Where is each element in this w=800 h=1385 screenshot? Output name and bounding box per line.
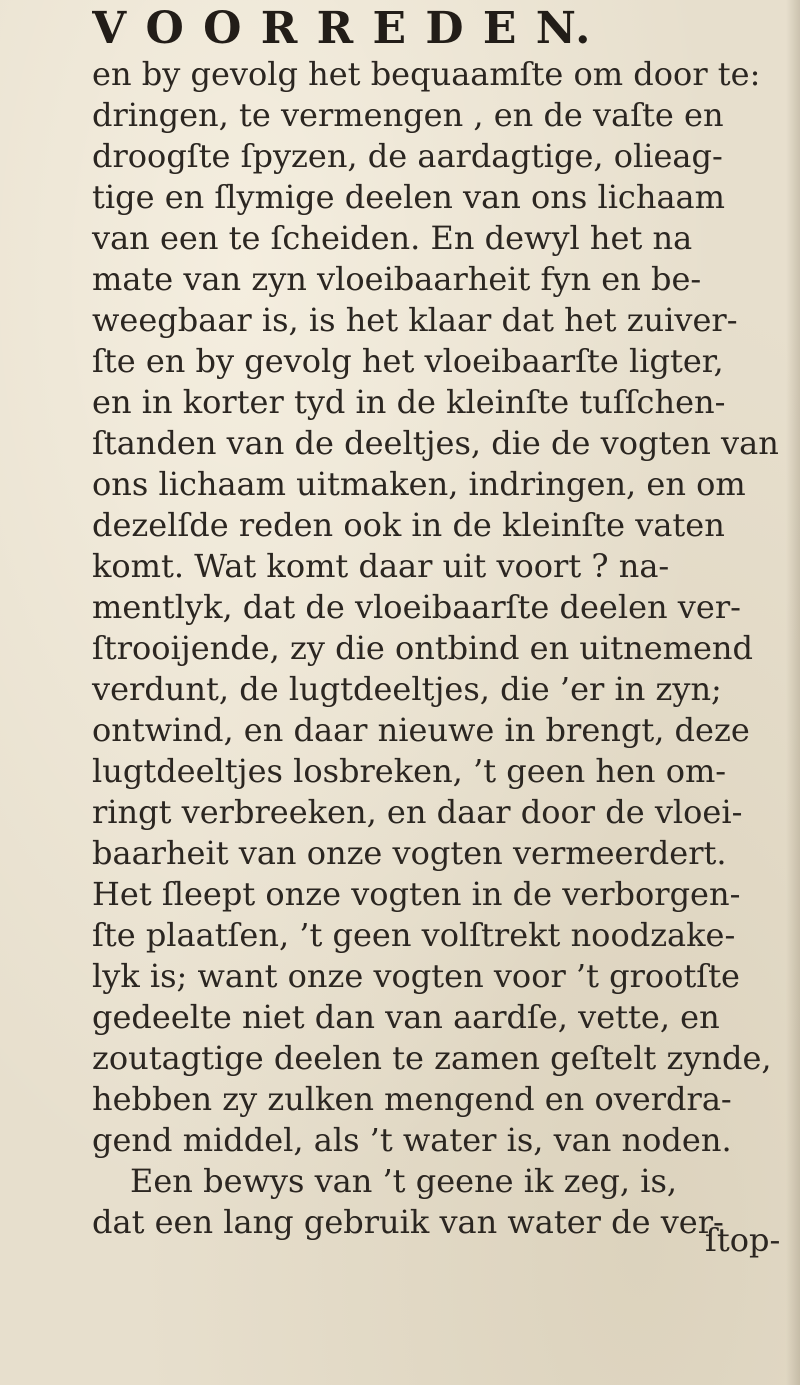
text-line: ſte en by gevolg het vloeibaarſte ligter, — [92, 342, 724, 380]
text-line: ſtrooijende, zy die ontbind en uitnemend — [92, 629, 753, 667]
text-line: van een te ſcheiden. En dewyl het na — [92, 219, 693, 257]
page-edge-shadow — [786, 0, 800, 1385]
text-line: dat een lang gebruik van water de ver- — [92, 1203, 724, 1241]
text-line: mate van zyn vloeibaarheit fyn en be- — [92, 260, 702, 298]
text-line: en in korter tyd in de kleinſte tuſſchen- — [92, 383, 726, 421]
text-line: en by gevolg het bequaamſte om door te: — [92, 55, 761, 93]
text-line: ontwind, en daar nieuwe in brengt, deze — [92, 711, 750, 749]
text-line: hebben zy zulken mengend en overdra- — [92, 1080, 732, 1118]
text-line: tige en ſlymige deelen van ons lichaam — [92, 178, 725, 216]
text-line: Het ſleept onze vogten in de verborgen- — [92, 875, 741, 913]
text-line: mentlyk, dat de vloeibaarſte deelen ver- — [92, 588, 741, 626]
running-head: V O O R R E D E N. — [92, 3, 593, 54]
text-line: gedeelte niet dan van aardſe, vette, en — [92, 998, 720, 1036]
text-line: zoutagtige deelen te zamen geſtelt zynde, — [92, 1039, 772, 1077]
text-line: ons lichaam uitmaken, indringen, en om — [92, 465, 746, 503]
text-line: ſte plaatſen, ’t geen volſtrekt noodzake- — [92, 916, 736, 954]
text-line: lugtdeeltjes losbreken, ’t geen hen om- — [92, 752, 727, 790]
text-line: ſtanden van de deeltjes, die de vogten van — [92, 424, 779, 462]
body-text — [0, 54, 800, 1374]
text-line: droogſte ſpyzen, de aardagtige, olieag- — [92, 137, 723, 175]
text-line: ringt verbreeken, en daar door de vloei- — [92, 793, 743, 831]
text-line: Een bewys van ’t geene ik zeg, is, — [130, 1162, 678, 1200]
text-line: verdunt, de lugtdeeltjes, die ’er in zyn; — [92, 670, 722, 708]
text-line: baarheit van onze vogten vermeerdert. — [92, 834, 727, 872]
text-line: komt. Wat komt daar uit voort ? na- — [92, 547, 670, 585]
text-line: dezelſde reden ook in de kleinſte vaten — [92, 506, 725, 544]
text-line: weegbaar is, is het klaar dat het zuiver- — [92, 301, 738, 339]
text-line: dringen, te vermengen , en de vaſte en — [92, 96, 724, 134]
text-line: lyk is; want onze vogten voor ’t grootſte — [92, 957, 740, 995]
catchword: ſtop- — [705, 1221, 781, 1259]
text-line: gend middel, als ’t water is, van noden. — [92, 1121, 732, 1159]
